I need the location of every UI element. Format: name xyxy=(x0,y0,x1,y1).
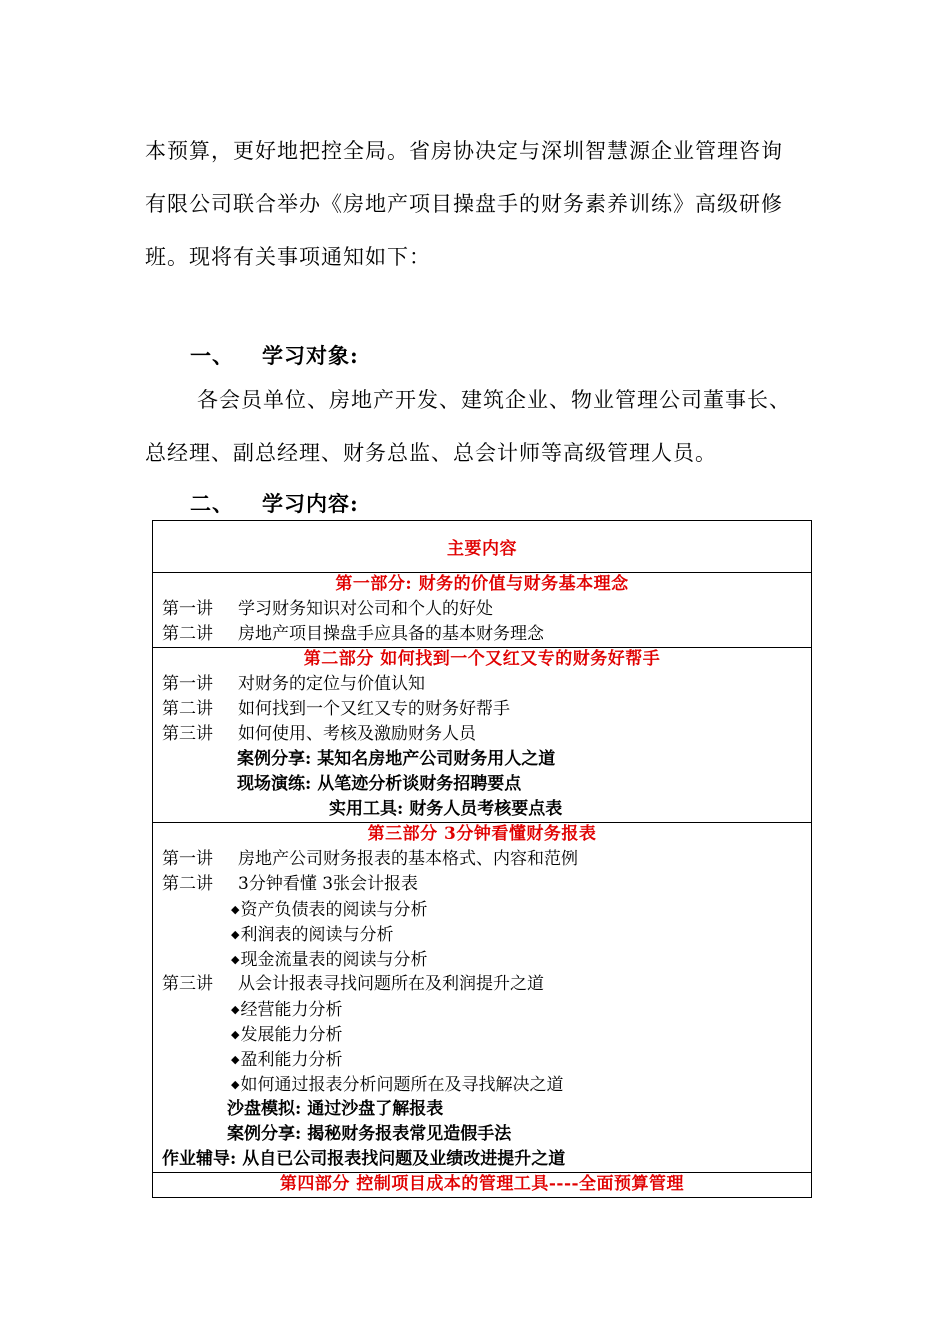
lecture-row xyxy=(153,697,811,722)
section-heading-1 xyxy=(190,340,359,370)
audience-line: 总经理、副总经理、财务总监、总会计师等高级管理人员。 xyxy=(145,441,717,465)
lecture-row xyxy=(153,872,811,897)
table-header-label: 主要内容 xyxy=(447,539,517,559)
lecture-text: 房地产公司财务报表的基本格式、内容和范例 xyxy=(238,849,578,869)
audience-line: 各会员单位、房地产开发、建筑企业、物业管理公司董事长、 xyxy=(197,388,791,412)
part-title: 第一部分: 财务的价值与财务基本理念 xyxy=(335,574,629,594)
section-number: 一、 xyxy=(190,343,234,368)
section-title: 学习对象: xyxy=(262,343,359,368)
lecture-row xyxy=(153,847,811,872)
bullet-item: ◆ 现金流量表的阅读与分析 xyxy=(153,947,811,972)
lecture-row xyxy=(153,972,811,997)
case-share: 案例分享: 某知名房地产公司财务用人之道 xyxy=(237,749,556,769)
part-2 xyxy=(153,647,811,823)
lecture-row xyxy=(153,672,811,697)
lecture-key: 第三讲 xyxy=(162,724,213,744)
lecture-text: 从会计报表寻找问题所在及利润提升之道 xyxy=(238,974,544,994)
part-title: 第三部分 3分钟看懂财务报表 xyxy=(367,824,597,844)
part-4 xyxy=(153,1172,811,1197)
bullet-item: ◆ 如何通过报表分析问题所在及寻找解决之道 xyxy=(153,1072,811,1097)
section-number: 二、 xyxy=(190,491,234,516)
bullet-item: ◆ 盈利能力分析 xyxy=(153,1047,811,1072)
lecture-key: 第一讲 xyxy=(162,599,213,619)
intro-line: 有限公司联合举办《房地产项目操盘手的财务素养训练》高级研修 xyxy=(145,192,783,216)
live-drill: 现场演练: 从笔迹分析谈财务招聘要点 xyxy=(237,774,522,794)
sandbox-simulation: 沙盘模拟: 通过沙盘了解报表 xyxy=(227,1099,444,1119)
lecture-text: 学习财务知识对公司和个人的好处 xyxy=(238,599,493,619)
part-title: 第二部分 如何找到一个又红又专的财务好帮手 xyxy=(303,649,661,669)
practical-tool: 实用工具: 财务人员考核要点表 xyxy=(329,799,563,819)
lecture-key: 第二讲 xyxy=(162,699,213,719)
audience-paragraph xyxy=(145,374,805,480)
lecture-row xyxy=(153,622,811,647)
course-content-table xyxy=(152,520,812,1198)
lecture-key: 第二讲 xyxy=(162,624,213,644)
part-3 xyxy=(153,822,811,1173)
intro-paragraph xyxy=(145,125,805,284)
bullet-item: ◆ 利润表的阅读与分析 xyxy=(153,922,811,947)
lecture-key: 第二讲 xyxy=(162,874,213,894)
lecture-key: 第一讲 xyxy=(162,674,213,694)
homework-guidance: 作业辅导: 从自已公司报表找问题及业绩改进提升之道 xyxy=(162,1149,566,1169)
lecture-row xyxy=(153,722,811,747)
part-title: 第四部分 控制项目成本的管理工具----全面预算管理 xyxy=(279,1174,685,1194)
intro-line: 班。现将有关事项通知如下： xyxy=(145,245,431,269)
lecture-key: 第一讲 xyxy=(162,849,213,869)
lecture-text: 对财务的定位与价值认知 xyxy=(238,674,425,694)
bullet-item: ◆ 资产负债表的阅读与分析 xyxy=(153,897,811,922)
bullet-item: ◆ 经营能力分析 xyxy=(153,997,811,1022)
case-share: 案例分享: 揭秘财务报表常见造假手法 xyxy=(227,1124,512,1144)
bullet-item: ◆ 发展能力分析 xyxy=(153,1022,811,1047)
lecture-text: 如何使用、考核及激励财务人员 xyxy=(238,724,476,744)
section-heading-2 xyxy=(190,488,359,518)
lecture-text: 3分钟看懂 3张会计报表 xyxy=(238,874,419,894)
lecture-row xyxy=(153,597,811,622)
lecture-key: 第三讲 xyxy=(162,974,213,994)
intro-line: 本预算，更好地把控全局。省房协决定与深圳智慧源企业管理咨询 xyxy=(145,139,783,163)
lecture-text: 房地产项目操盘手应具备的基本财务理念 xyxy=(238,624,544,644)
table-header xyxy=(153,521,811,573)
lecture-text: 如何找到一个又红又专的财务好帮手 xyxy=(238,699,510,719)
part-1 xyxy=(153,572,811,648)
section-title: 学习内容: xyxy=(262,491,359,516)
